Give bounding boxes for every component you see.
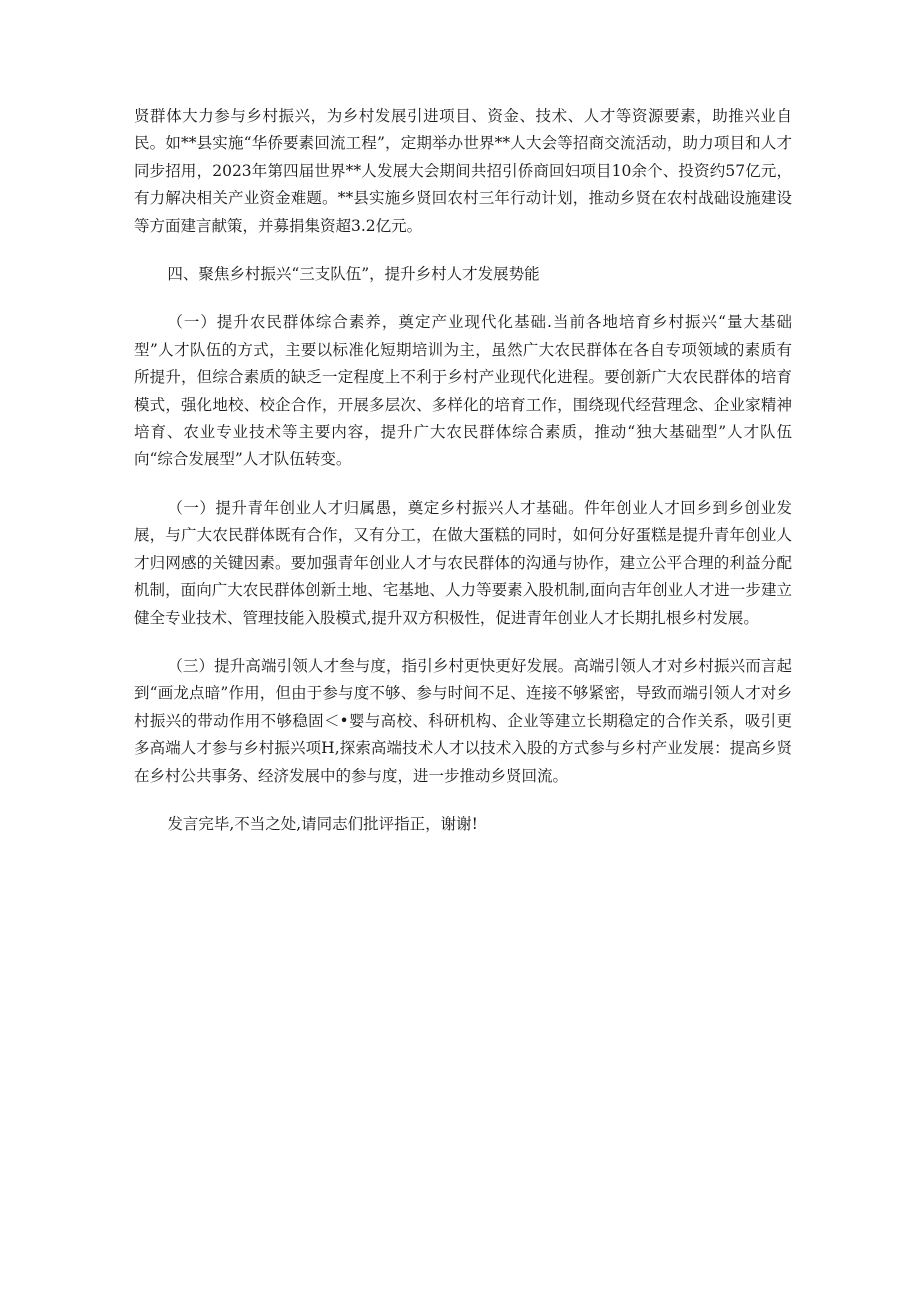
paragraph-item-3: （三）提升高端引领人才叁与度，指引乡村更快更好发展。高端引领人才对乡村振兴而言起到“画龙点暗”作用，但由于参与度不够、参与时间不足、连接不够紧密，导致而端引领人才对乡村振兴的带动作用不够稳固＜•婴与高校、科研机构、企业等建立长期稳定的合作关系，吸引更多高端人才参与乡村振兴项H,探索高端技术人才以技术入股的方式参与乡村产业发展：提高乡贤在乡村公共事务、经济发展中的参与度，进一步推动乡贤回流。 [134, 656, 792, 785]
paragraph-item-1: （一）提升农民群体综合素养，奠定产业现代化基础.当前各地培育乡村振兴“量大基础型”人才队伍的方式，主要以标准化短期培训为主，虽然广大农民群体在各自专项领域的素质有所提升，但综合素质的缺乏一定程度上不利于乡村产业现代化进程。要创新广大农民群体的培育模式，强化地校、校企合作，开展多层次、多样化的培育工作，围绕现代经营理念、企业家精神培育、农业专业技术等主要内容，提升广大农民群体综合素质，推动“独大基础型”人才队伍向“综合发展型”人才队伍转变。 [134, 313, 792, 469]
paragraph-continuation: 贤群体大力参与乡村振兴，为乡村发展引进项目、资金、技术、人才等资源要素，助推兴业自民。如**县实施“华侨要素回流工程”，定期举办世界**人大会等招商交流活动，助力项目和人才同步招用，2023年第四届世界**人发展大会期间共招引侨商回妇项目10余个、投资约57亿元，有力解决相关产业资金难题。**县实施乡贤回农村三年行动计划，推动乡贤在农村战础设施建设等方面建言献策，并募捐集资超3.2亿元。 [134, 107, 792, 235]
section-heading: 四、聚焦乡村振兴“三支队伍”，提升乡村人才发展势能 [167, 265, 540, 284]
closing-remark: 发言完毕,不当之处,请同志们批评指正，谢谢! [167, 814, 478, 833]
paragraph-item-2: （一）提升青年创业人才归属愚，奠定乡村振兴人才基础。件年创业人才回乡到乡创业发展，与广大农民群体既有合作，又有分工，在做大蛋糕的同时，如何分好蛋糕是提升青年创业人才归网感的关键因素。要加强青年创业人才与农民群体的沟通与协作，建立公平合理的利益分配机制，面向广大农民群体创新土地、宅基地、人力等要素入股机制,面向吉年创业人才进一步建立健全专业技术、管理技能入股模式,提升双方积极性，促进青年创业人才长期扎根乡村发展。 [134, 498, 792, 627]
